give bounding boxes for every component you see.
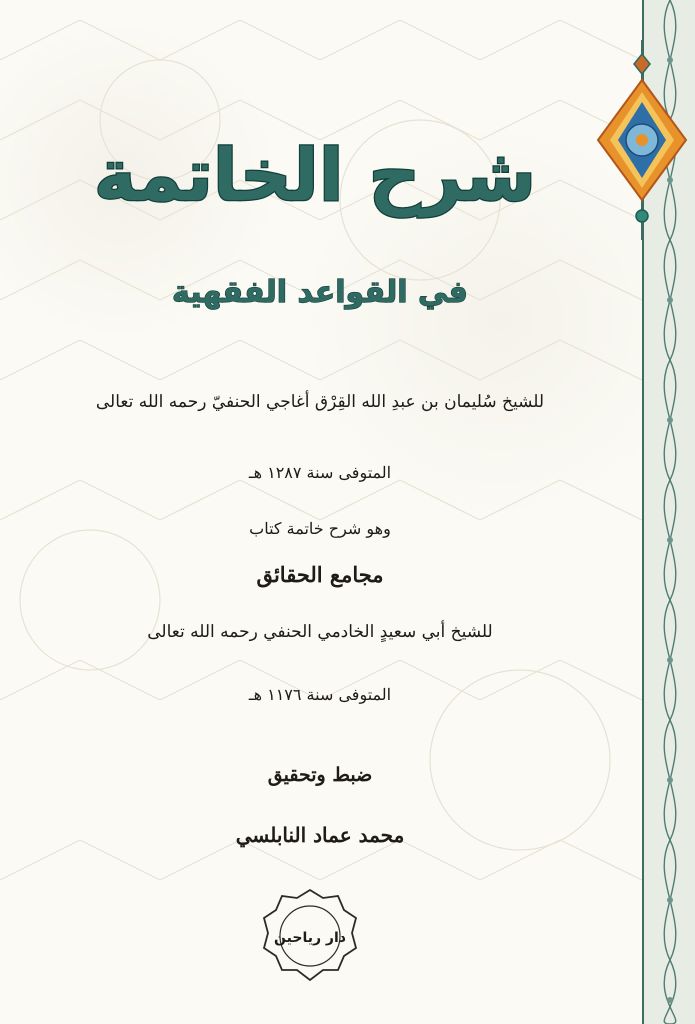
book-subtitle [160, 268, 480, 316]
editing-label: ضبط وتحقيق [267, 764, 373, 786]
base-book-title: مجامع الحقائق [256, 562, 384, 587]
publisher-name: دار رياحين [274, 930, 346, 946]
author-line: للشيخ سُليمان بن عبدِ الله القِرْق أغاجي الحنفيّ رحمه الله تعالى [95, 392, 545, 412]
author-death-date: المتوفى سنة ١٢٨٧ هـ [248, 463, 392, 482]
base-author-line: للشيخ أبي سعيدٍ الخادمي الحنفي رحمه الله تعالى [147, 622, 493, 642]
ornament-medallion-icon [594, 40, 690, 240]
subtitle-text: في القواعد الفقهية [172, 275, 468, 310]
title-text: شرح الخاتمة [93, 133, 537, 217]
book-title [80, 128, 550, 238]
publisher-seal-icon [260, 886, 360, 986]
base-author-death-date: المتوفى سنة ١١٧٦ هـ [248, 685, 392, 704]
commentary-note: وهو شرح خاتمة كتاب [249, 519, 391, 538]
editor-name: محمد عماد النابلسي [235, 823, 405, 847]
